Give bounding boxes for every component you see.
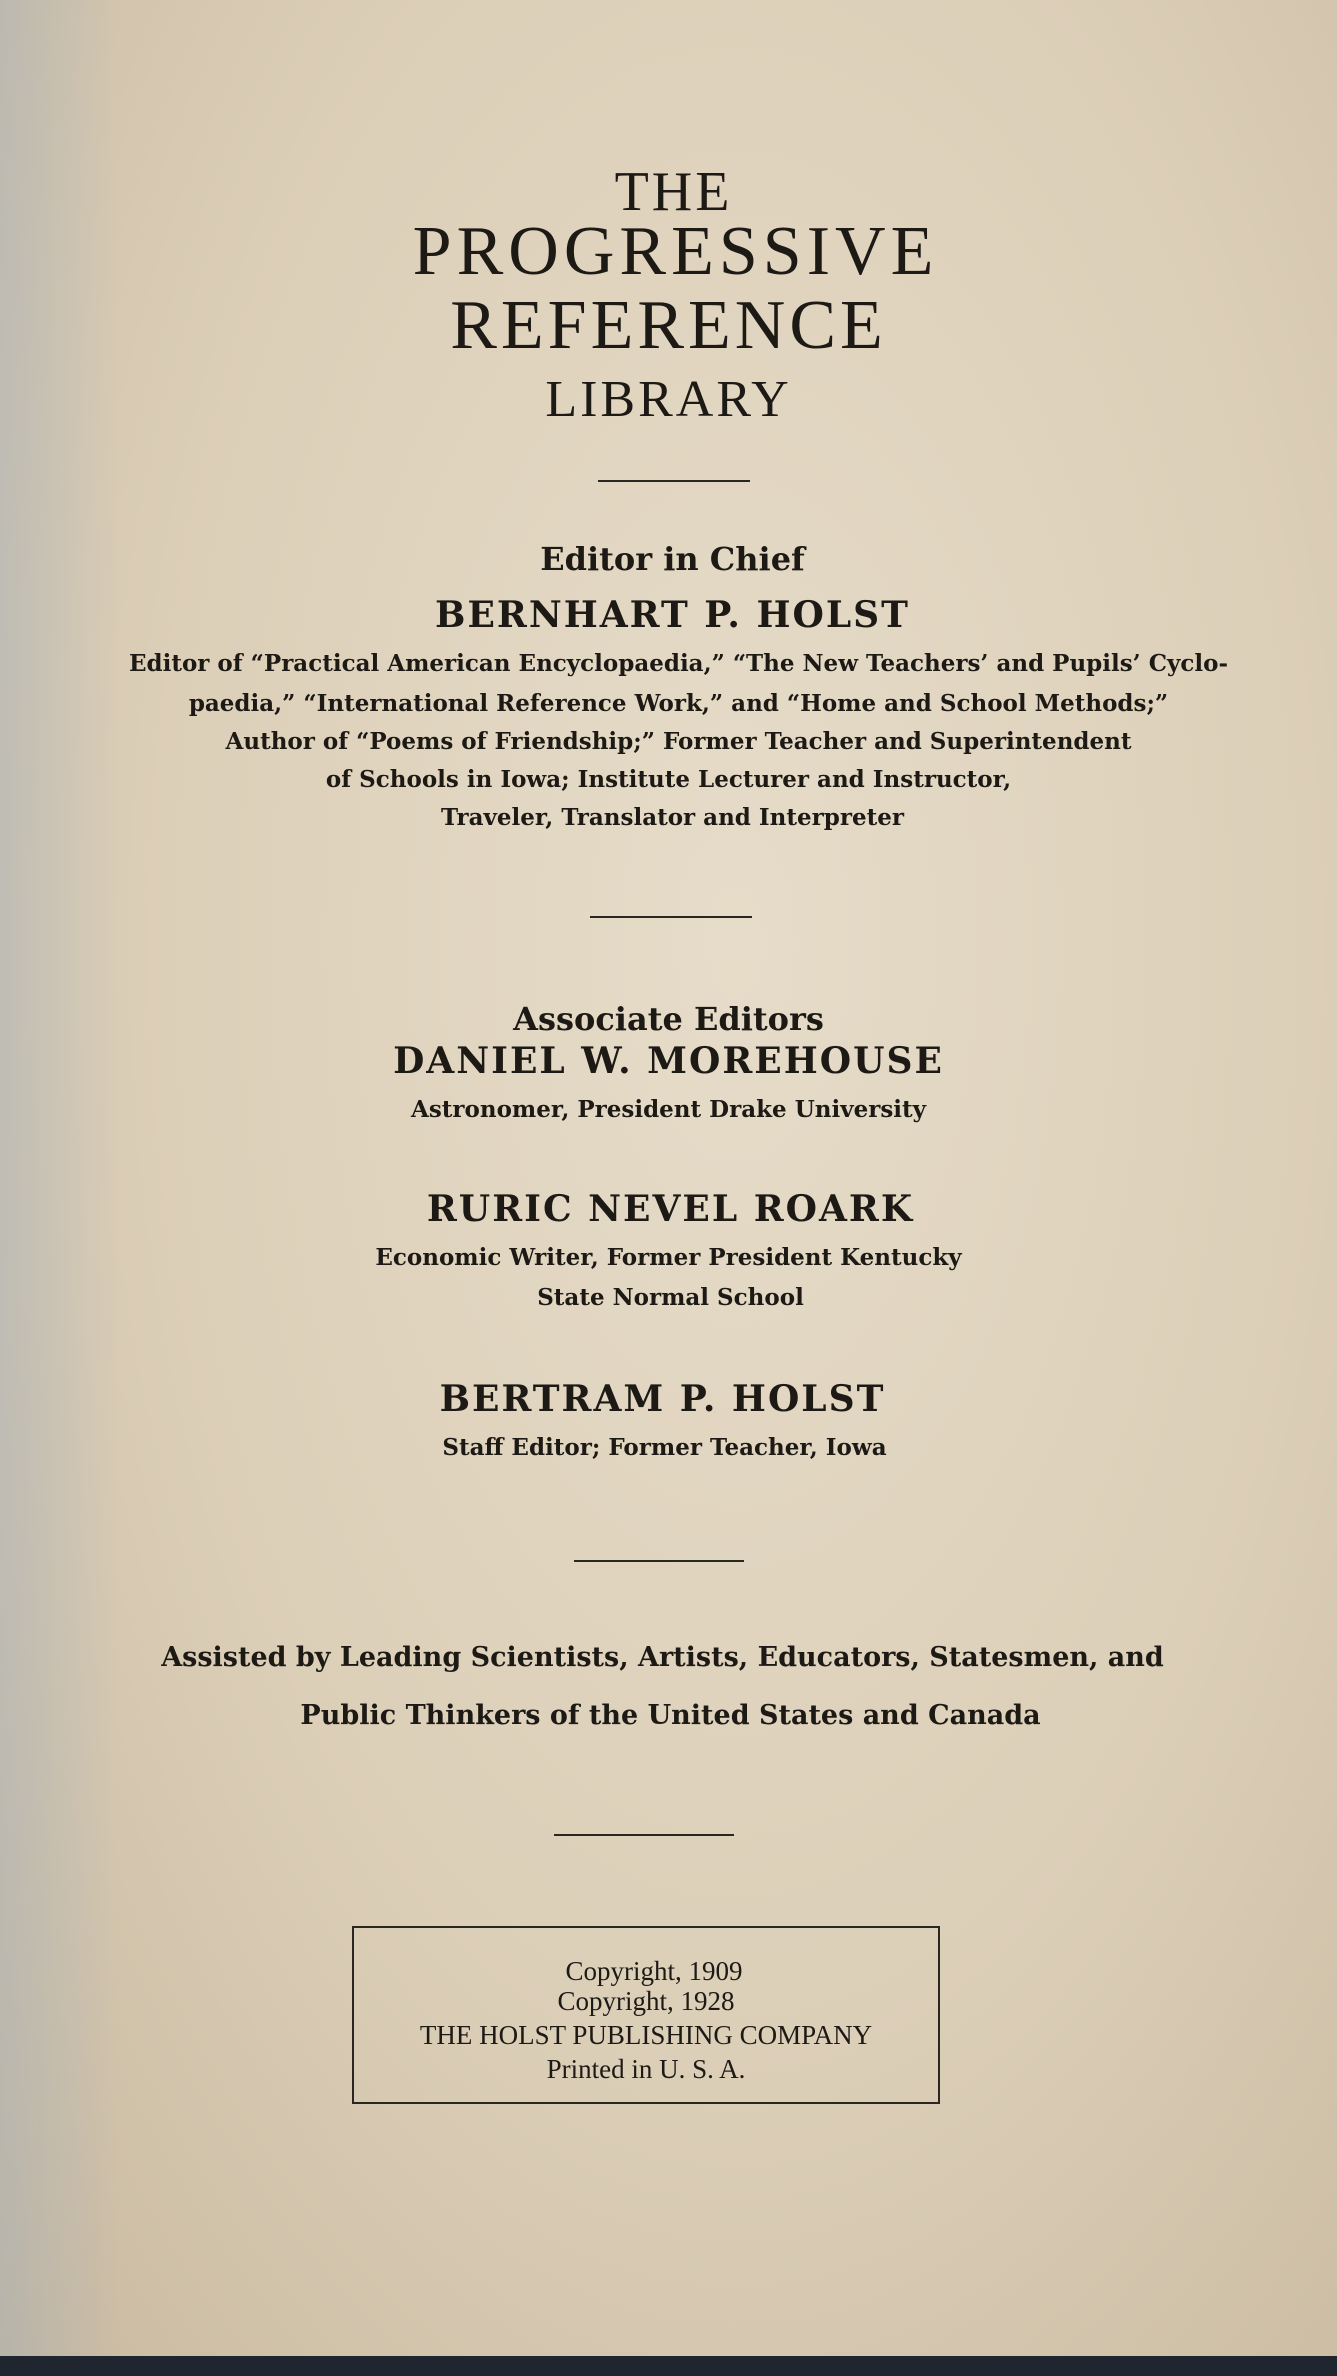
divider-rule bbox=[590, 916, 752, 918]
associate-editor-name-3: BERTRAM P. HOLST bbox=[439, 1378, 886, 1420]
copyright-box bbox=[352, 1926, 940, 2104]
printed-in: Printed in U. S. A. bbox=[546, 2054, 746, 2084]
title-line-2: PROGRESSIVE bbox=[412, 213, 939, 290]
associate-editor-desc-2b: State Normal School bbox=[537, 1284, 804, 1311]
divider-rule bbox=[574, 1560, 744, 1562]
credential-line-3: Author of “Poems of Friendship;” Former Teacher and Superintendent bbox=[225, 728, 1132, 755]
associate-editor-desc-1: Astronomer, President Drake University bbox=[410, 1096, 927, 1123]
assisted-by-line-1: Assisted by Leading Scientists, Artists, Educators, Statesmen, and bbox=[161, 1642, 1164, 1673]
assisted-by-line-2: Public Thinkers of the United States and Canada bbox=[300, 1700, 1041, 1731]
title-line-1: THE bbox=[614, 161, 733, 223]
associate-editor-name-2: RURIC NEVEL ROARK bbox=[426, 1188, 915, 1230]
copyright-line-1: Copyright, 1909 bbox=[565, 1956, 743, 1986]
divider-rule bbox=[554, 1834, 734, 1836]
editor-in-chief-heading: Editor in Chief bbox=[540, 540, 805, 578]
publisher-name: THE HOLST PUBLISHING COMPANY bbox=[419, 2020, 873, 2050]
associate-editor-name-1: DANIEL W. MOREHOUSE bbox=[393, 1040, 944, 1082]
credential-line-2: paedia,” “International Reference Work,” and “Home and School Methods;” bbox=[188, 690, 1169, 717]
associate-editor-desc-3: Staff Editor; Former Teacher, Iowa bbox=[442, 1434, 887, 1461]
editor-in-chief-name: BERNHART P. HOLST bbox=[435, 594, 910, 636]
divider-rule bbox=[598, 480, 750, 482]
copyright-line-2: Copyright, 1928 bbox=[557, 1986, 735, 2016]
associate-editor-desc-2a: Economic Writer, Former President Kentucky bbox=[375, 1244, 962, 1271]
credential-line-4: of Schools in Iowa; Institute Lecturer and Instructor, bbox=[325, 766, 1012, 793]
title-line-4: LIBRARY bbox=[545, 371, 792, 428]
credential-line-5: Traveler, Translator and Interpreter bbox=[441, 804, 904, 831]
title-line-3: REFERENCE bbox=[450, 287, 887, 364]
credential-line-1: Editor of “Practical American Encyclopaedia,” “The New Teachers’ and Pupils’ Cyclo- bbox=[128, 650, 1228, 677]
associate-editors-heading: Associate Editors bbox=[513, 1000, 824, 1038]
